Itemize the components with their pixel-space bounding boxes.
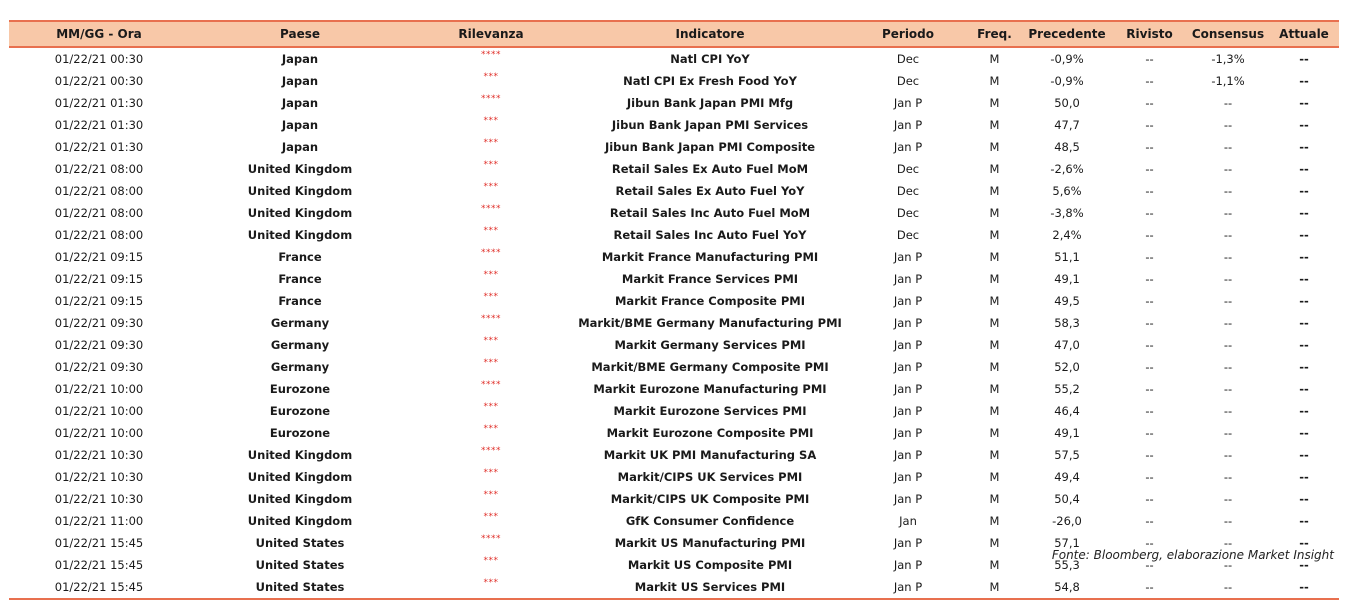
cell-previous: 52,0 <box>1054 360 1080 374</box>
cell-frequency: M <box>989 118 1000 132</box>
cell-datetime: 01/22/21 10:00 <box>54 426 144 440</box>
header-frequency: Freq. <box>967 21 1022 47</box>
cell-actual: -- <box>1299 118 1309 132</box>
cell-actual: -- <box>1299 272 1309 286</box>
cell-datetime: 01/22/21 01:30 <box>54 118 144 132</box>
cell-revised: -- <box>1145 140 1154 154</box>
source-note: Fonte: Bloomberg, elaborazione Market Insight <box>1051 548 1334 562</box>
cell-datetime: 01/22/21 08:00 <box>54 206 144 220</box>
table-row <box>9 70 1339 92</box>
cell-period: Jan P <box>893 338 923 352</box>
cell-period: Jan P <box>893 492 923 506</box>
table-row <box>9 246 1339 268</box>
cell-indicator: Markit/BME Germany Composite PMI <box>591 360 829 374</box>
cell-period: Jan P <box>893 272 923 286</box>
cell-indicator: Retail Sales Inc Auto Fuel MoM <box>609 206 811 220</box>
cell-previous: 57,5 <box>1054 448 1080 462</box>
cell-period: Jan P <box>893 250 923 264</box>
header-datetime: MM/GG - Ora <box>9 21 189 47</box>
header-relevance: Rilevanza <box>411 21 571 47</box>
cell-actual: -- <box>1299 250 1309 264</box>
cell-country: France <box>278 250 322 264</box>
cell-period: Jan P <box>893 448 923 462</box>
cell-previous: 50,0 <box>1054 96 1080 110</box>
cell-revised: -- <box>1145 74 1154 88</box>
cell-datetime: 01/22/21 15:45 <box>54 536 144 550</box>
cell-revised: -- <box>1145 338 1154 352</box>
cell-datetime: 01/22/21 15:45 <box>9 576 189 599</box>
cell-indicator: Markit UK PMI Manufacturing SA <box>603 448 817 462</box>
cell-previous: 48,5 <box>1054 140 1080 154</box>
cell-period: Jan P <box>893 404 923 418</box>
cell-country: United States <box>255 536 345 550</box>
cell-previous: 47,0 <box>1054 338 1080 352</box>
cell-actual: -- <box>1299 492 1309 506</box>
table-row <box>9 224 1339 246</box>
table-row <box>9 290 1339 312</box>
table-body <box>9 47 1339 599</box>
cell-actual: -- <box>1299 184 1309 198</box>
cell-country: United Kingdom <box>247 184 353 198</box>
cell-revised: -- <box>1145 228 1154 242</box>
cell-frequency: M <box>989 360 1000 374</box>
cell-actual: -- <box>1299 96 1309 110</box>
cell-consensus: -- <box>1223 250 1233 264</box>
cell-previous: 50,4 <box>1054 492 1080 506</box>
cell-consensus: -- <box>1223 360 1233 374</box>
table-row <box>9 180 1339 202</box>
cell-actual: -- <box>1299 426 1309 440</box>
cell-consensus: -1,1% <box>1211 74 1245 88</box>
cell-frequency: M <box>989 338 1000 352</box>
cell-indicator: Markit/CIPS UK Composite PMI <box>610 492 810 506</box>
cell-revised: -- <box>1145 184 1154 198</box>
cell-period: Dec <box>896 184 920 198</box>
cell-actual: -- <box>1299 140 1309 154</box>
cell-datetime: 01/22/21 10:30 <box>54 492 144 506</box>
cell-relevance: *** <box>483 160 499 170</box>
cell-relevance: *** <box>483 226 499 236</box>
cell-consensus: -- <box>1223 558 1233 572</box>
table-row <box>9 400 1339 422</box>
cell-country: United Kingdom <box>247 492 353 506</box>
cell-country: United Kingdom <box>247 514 353 528</box>
cell-actual: -- <box>1299 360 1309 374</box>
cell-period: Jan <box>899 514 917 528</box>
cell-frequency: M <box>989 162 1000 176</box>
cell-relevance: *** <box>483 424 499 434</box>
cell-datetime: 01/22/21 01:30 <box>54 140 144 154</box>
cell-relevance: **** <box>481 446 501 456</box>
cell-period: Jan P <box>893 316 923 330</box>
cell-indicator: GfK Consumer Confidence <box>625 514 795 528</box>
cell-previous: 54,8 <box>1022 576 1112 599</box>
cell-datetime: 01/22/21 00:30 <box>54 74 144 88</box>
cell-relevance: *** <box>483 490 499 500</box>
header-actual: Attuale <box>1269 21 1339 47</box>
cell-relevance: *** <box>483 358 499 368</box>
table-row <box>9 47 1339 70</box>
cell-consensus: -- <box>1223 162 1233 176</box>
cell-indicator: Markit/BME Germany Manufacturing PMI <box>578 316 842 330</box>
cell-period: Jan P <box>893 536 923 550</box>
cell-revised: -- <box>1145 492 1154 506</box>
cell-datetime: 01/22/21 09:15 <box>54 294 144 308</box>
cell-period: Dec <box>896 74 920 88</box>
cell-country: France <box>278 272 322 286</box>
cell-frequency: M <box>967 576 1022 599</box>
cell-country: Japan <box>281 52 319 66</box>
cell-frequency: M <box>989 514 1000 528</box>
cell-actual: -- <box>1299 206 1309 220</box>
cell-revised: -- <box>1145 382 1154 396</box>
cell-actual: -- <box>1299 338 1309 352</box>
cell-frequency: M <box>989 52 1000 66</box>
table-row <box>9 576 1339 599</box>
cell-datetime: 01/22/21 09:30 <box>54 316 144 330</box>
cell-datetime: 01/22/21 10:00 <box>54 404 144 418</box>
cell-country: United Kingdom <box>247 228 353 242</box>
cell-revised: -- <box>1145 162 1154 176</box>
cell-relevance: **** <box>481 204 501 214</box>
cell-revised: -- <box>1145 206 1154 220</box>
cell-previous: -0,9% <box>1050 52 1084 66</box>
cell-consensus: -- <box>1223 382 1233 396</box>
cell-frequency: M <box>989 558 1000 572</box>
cell-relevance: *** <box>483 512 499 522</box>
cell-consensus: -- <box>1223 404 1233 418</box>
cell-datetime: 01/22/21 09:15 <box>54 272 144 286</box>
cell-country: Germany <box>270 316 330 330</box>
cell-period: Dec <box>896 162 920 176</box>
cell-consensus: -- <box>1223 96 1233 110</box>
cell-period: Jan P <box>893 294 923 308</box>
table-row <box>9 92 1339 114</box>
cell-indicator: Markit France Manufacturing PMI <box>601 250 819 264</box>
cell-frequency: M <box>989 74 1000 88</box>
cell-relevance: *** <box>483 270 499 280</box>
cell-relevance: *** <box>483 336 499 346</box>
cell-consensus: -- <box>1223 118 1233 132</box>
table-row <box>9 510 1339 532</box>
header-consensus: Consensus <box>1187 21 1269 47</box>
cell-datetime: 01/22/21 08:00 <box>54 228 144 242</box>
cell-frequency: M <box>989 184 1000 198</box>
cell-revised: -- <box>1145 294 1154 308</box>
cell-actual: -- <box>1299 316 1309 330</box>
cell-datetime: 01/22/21 08:00 <box>54 162 144 176</box>
cell-indicator: Natl CPI Ex Fresh Food YoY <box>623 74 797 88</box>
cell-indicator: Retail Sales Ex Auto Fuel MoM <box>611 162 809 176</box>
table-row <box>9 202 1339 224</box>
cell-datetime: 01/22/21 10:00 <box>54 382 144 396</box>
cell-previous: 55,3 <box>1054 558 1080 572</box>
cell-revised: -- <box>1145 470 1154 484</box>
cell-country: United Kingdom <box>247 162 353 176</box>
cell-indicator: Markit Germany Services PMI <box>614 338 806 352</box>
cell-frequency: M <box>989 536 1000 550</box>
cell-datetime: 01/22/21 10:30 <box>54 448 144 462</box>
cell-actual: -- <box>1299 470 1309 484</box>
cell-previous: 49,4 <box>1054 470 1080 484</box>
cell-frequency: M <box>989 492 1000 506</box>
cell-indicator: Markit Eurozone Services PMI <box>613 404 807 418</box>
cell-consensus: -- <box>1223 514 1233 528</box>
cell-period: Dec <box>896 52 920 66</box>
cell-indicator: Markit France Composite PMI <box>614 294 806 308</box>
cell-frequency: M <box>989 316 1000 330</box>
cell-relevance: *** <box>483 182 499 192</box>
cell-relevance: *** <box>483 72 499 82</box>
cell-period: Jan P <box>893 558 923 572</box>
cell-previous: 49,1 <box>1054 272 1080 286</box>
cell-previous: -2,6% <box>1050 162 1084 176</box>
cell-frequency: M <box>989 294 1000 308</box>
cell-country: United Kingdom <box>247 206 353 220</box>
cell-revised: -- <box>1145 426 1154 440</box>
cell-frequency: M <box>989 272 1000 286</box>
table-row <box>9 378 1339 400</box>
cell-datetime: 01/22/21 15:45 <box>54 558 144 572</box>
cell-revised: -- <box>1145 536 1154 550</box>
cell-relevance: **** <box>481 248 501 258</box>
cell-consensus: -- <box>1223 338 1233 352</box>
cell-previous: 57,1 <box>1054 536 1080 550</box>
cell-frequency: M <box>989 140 1000 154</box>
cell-period: Jan P <box>893 382 923 396</box>
cell-consensus: -- <box>1223 184 1233 198</box>
cell-frequency: M <box>989 206 1000 220</box>
cell-period: Jan P <box>893 426 923 440</box>
economic-calendar-table <box>9 20 1339 600</box>
cell-period: Jan P <box>893 140 923 154</box>
cell-relevance: *** <box>483 292 499 302</box>
calendar-table-wrap <box>9 20 1339 600</box>
cell-actual: -- <box>1299 448 1309 462</box>
cell-country: France <box>278 294 322 308</box>
cell-country: United Kingdom <box>247 470 353 484</box>
cell-previous: 51,1 <box>1054 250 1080 264</box>
table-row <box>9 466 1339 488</box>
table-row <box>9 268 1339 290</box>
header-period: Periodo <box>849 21 967 47</box>
cell-frequency: M <box>989 448 1000 462</box>
cell-country: Japan <box>281 96 319 110</box>
cell-frequency: M <box>989 470 1000 484</box>
cell-frequency: M <box>989 250 1000 264</box>
cell-actual: -- <box>1299 52 1309 66</box>
cell-revised: -- <box>1145 272 1154 286</box>
cell-consensus: -- <box>1223 316 1233 330</box>
cell-indicator: Markit France Services PMI <box>621 272 799 286</box>
cell-relevance: *** <box>483 402 499 412</box>
cell-consensus: -- <box>1223 470 1233 484</box>
cell-actual: -- <box>1299 162 1309 176</box>
cell-actual: -- <box>1299 536 1309 550</box>
cell-indicator: Markit/CIPS UK Services PMI <box>617 470 803 484</box>
table-row <box>9 422 1339 444</box>
cell-period: Dec <box>896 228 920 242</box>
table-row <box>9 444 1339 466</box>
cell-period: Jan P <box>893 360 923 374</box>
cell-revised: -- <box>1145 316 1154 330</box>
cell-relevance: *** <box>411 576 571 599</box>
cell-country: Eurozone <box>269 404 331 418</box>
table-row <box>9 136 1339 158</box>
cell-datetime: 01/22/21 11:00 <box>54 514 144 528</box>
cell-actual: -- <box>1299 558 1309 572</box>
cell-datetime: 01/22/21 08:00 <box>54 184 144 198</box>
cell-country: United Kingdom <box>247 448 353 462</box>
cell-consensus: -1,3% <box>1211 52 1245 66</box>
cell-consensus: -- <box>1223 206 1233 220</box>
cell-country: Japan <box>281 118 319 132</box>
cell-period: Jan P <box>849 576 967 599</box>
cell-indicator: Jibun Bank Japan PMI Mfg <box>626 96 794 110</box>
cell-country: Eurozone <box>269 382 331 396</box>
header-country: Paese <box>189 21 411 47</box>
table-row <box>9 356 1339 378</box>
cell-indicator: Markit US Services PMI <box>571 576 849 599</box>
cell-indicator: Retail Sales Inc Auto Fuel YoY <box>613 228 807 242</box>
cell-country: United States <box>255 558 345 572</box>
cell-datetime: 01/22/21 09:15 <box>54 250 144 264</box>
cell-indicator: Markit US Composite PMI <box>627 558 793 572</box>
cell-indicator: Jibun Bank Japan PMI Services <box>611 118 809 132</box>
cell-frequency: M <box>989 228 1000 242</box>
table-row <box>9 488 1339 510</box>
cell-actual: -- <box>1299 74 1309 88</box>
table-header-row <box>9 21 1339 47</box>
cell-consensus: -- <box>1223 426 1233 440</box>
cell-relevance: **** <box>481 534 501 544</box>
cell-consensus: -- <box>1223 272 1233 286</box>
cell-consensus: -- <box>1223 140 1233 154</box>
cell-consensus: -- <box>1223 228 1233 242</box>
cell-revised: -- <box>1145 514 1154 528</box>
cell-actual: -- <box>1299 228 1309 242</box>
cell-relevance: **** <box>481 314 501 324</box>
table-row <box>9 114 1339 136</box>
cell-actual: -- <box>1269 576 1339 599</box>
cell-indicator: Markit Eurozone Composite PMI <box>606 426 814 440</box>
cell-previous: 49,5 <box>1054 294 1080 308</box>
cell-consensus: -- <box>1187 576 1269 599</box>
cell-consensus: -- <box>1223 448 1233 462</box>
cell-indicator: Retail Sales Ex Auto Fuel YoY <box>615 184 805 198</box>
table-row <box>9 312 1339 334</box>
cell-previous: -0,9% <box>1050 74 1084 88</box>
cell-revised: -- <box>1112 576 1187 599</box>
cell-previous: 46,4 <box>1054 404 1080 418</box>
cell-frequency: M <box>989 426 1000 440</box>
cell-previous: 2,4% <box>1052 228 1082 242</box>
cell-frequency: M <box>989 404 1000 418</box>
cell-period: Jan P <box>893 96 923 110</box>
cell-relevance: *** <box>483 556 499 566</box>
cell-relevance: **** <box>481 380 501 390</box>
cell-revised: -- <box>1145 250 1154 264</box>
cell-previous: 47,7 <box>1054 118 1080 132</box>
cell-consensus: -- <box>1223 536 1233 550</box>
cell-consensus: -- <box>1223 492 1233 506</box>
cell-datetime: 01/22/21 10:30 <box>54 470 144 484</box>
cell-country: Germany <box>270 360 330 374</box>
cell-country: Germany <box>270 338 330 352</box>
cell-country: Japan <box>281 140 319 154</box>
cell-previous: 5,6% <box>1052 184 1082 198</box>
table-row <box>9 334 1339 356</box>
cell-period: Jan P <box>893 470 923 484</box>
cell-period: Dec <box>896 206 920 220</box>
cell-frequency: M <box>989 382 1000 396</box>
header-previous: Precedente <box>1022 21 1112 47</box>
cell-relevance: *** <box>483 468 499 478</box>
cell-country: Japan <box>281 74 319 88</box>
cell-actual: -- <box>1299 404 1309 418</box>
cell-relevance: **** <box>481 94 501 104</box>
cell-country: Eurozone <box>269 426 331 440</box>
cell-previous: 58,3 <box>1054 316 1080 330</box>
cell-previous: -26,0 <box>1052 514 1082 528</box>
cell-revised: -- <box>1145 558 1154 572</box>
cell-revised: -- <box>1145 404 1154 418</box>
cell-relevance: **** <box>481 50 501 60</box>
cell-actual: -- <box>1299 294 1309 308</box>
cell-consensus: -- <box>1223 294 1233 308</box>
cell-frequency: M <box>989 96 1000 110</box>
cell-revised: -- <box>1145 52 1154 66</box>
cell-indicator: Natl CPI YoY <box>670 52 750 66</box>
cell-indicator: Jibun Bank Japan PMI Composite <box>604 140 816 154</box>
cell-datetime: 01/22/21 09:30 <box>54 338 144 352</box>
cell-relevance: *** <box>483 116 499 126</box>
cell-datetime: 01/22/21 09:30 <box>54 360 144 374</box>
cell-period: Jan P <box>893 118 923 132</box>
header-indicator: Indicatore <box>571 21 849 47</box>
cell-revised: -- <box>1145 118 1154 132</box>
cell-actual: -- <box>1299 514 1309 528</box>
cell-previous: 55,2 <box>1054 382 1080 396</box>
cell-actual: -- <box>1299 382 1309 396</box>
cell-indicator: Markit US Manufacturing PMI <box>614 536 806 550</box>
cell-country: United States <box>189 576 411 599</box>
cell-indicator: Markit Eurozone Manufacturing PMI <box>593 382 827 396</box>
cell-datetime: 01/22/21 01:30 <box>54 96 144 110</box>
cell-revised: -- <box>1145 360 1154 374</box>
cell-previous: -3,8% <box>1050 206 1084 220</box>
header-revised: Rivisto <box>1112 21 1187 47</box>
cell-relevance: *** <box>483 138 499 148</box>
table-row <box>9 158 1339 180</box>
cell-previous: 49,1 <box>1054 426 1080 440</box>
cell-datetime: 01/22/21 00:30 <box>54 52 144 66</box>
cell-revised: -- <box>1145 96 1154 110</box>
cell-revised: -- <box>1145 448 1154 462</box>
